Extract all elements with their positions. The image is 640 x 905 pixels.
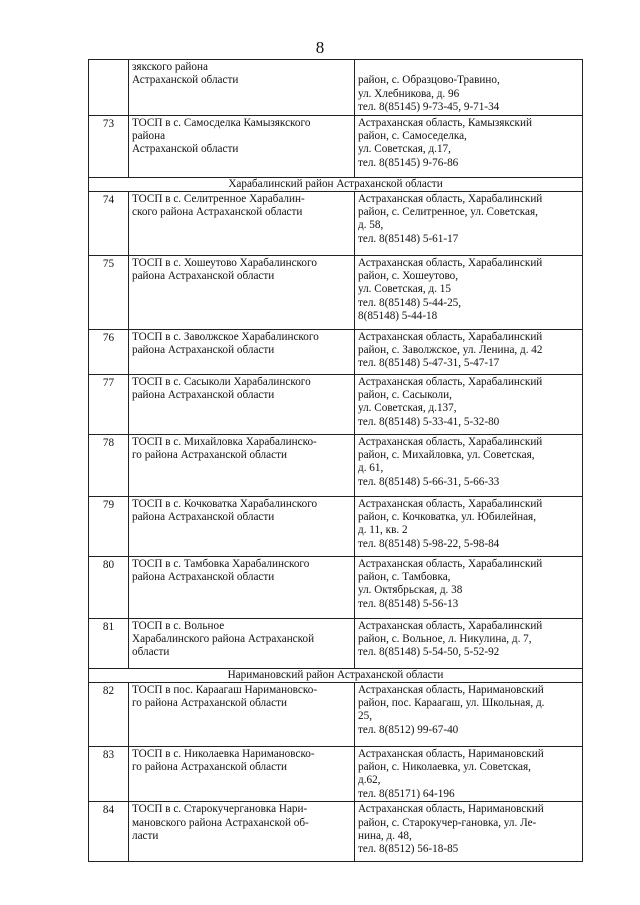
office-name: ТОСП в с. Кочковатка Харабалинского района Астраханской области [129,496,355,556]
office-address: Астраханская область, Харабалинский район, с. Селитренное, ул. Советская, д. 58, тел. 8(85148) 5-61-17 [355,191,583,255]
office-address: Астраханская область, Харабалинский район, с. Михайловка, ул. Советская, д. 61, тел. 8(85148) 5-66-31, 5-66-33 [355,434,583,496]
section-heading-kharabali: Харабалинский район Астраханской области [89,177,583,191]
tosp-table [88,59,582,862]
row-number: 83 [89,746,129,802]
row-number [89,60,129,116]
section-row [89,668,583,682]
table-row [89,329,583,374]
table-row [89,255,583,329]
office-name: ТОСП в с. Тамбовка Харабалинского района Астраханской области [129,556,355,618]
table-row [89,191,583,255]
table-row [89,746,583,802]
table-row [89,434,583,496]
office-name: ТОСП в с. Старокучергановка Нари- мановского района Астраханской об- ласти [129,802,355,862]
row-number: 84 [89,802,129,862]
table-row [89,60,583,116]
row-number: 81 [89,618,129,668]
office-name: ТОСП в с. Сасыколи Харабалинского района Астраханской области [129,374,355,434]
office-address: Астраханская область, Харабалинский район, с. Вольное, л. Никулина, д. 7, тел. 8(85148) 5-54-50, 5-52-92 [355,618,583,668]
office-name: ТОСП в с. Самосделка Камызякского района Астраханской области [129,115,355,177]
row-number: 82 [89,682,129,746]
office-address: Астраханская область, Харабалинский район, с. Кочковатка, ул. Юбилейная, д. 11, кв. 2 тел. 8(85148) 5-98-22, 5-98-84 [355,496,583,556]
row-number: 80 [89,556,129,618]
row-number: 79 [89,496,129,556]
page-number: 8 [315,38,325,57]
table-row [89,374,583,434]
table-row [89,496,583,556]
office-address: Астраханская область, Харабалинский район, с. Хошеутово, ул. Советская, д. 15 тел. 8(85148) 5-44-25, 8(85148) 5-44-18 [355,255,583,329]
table-row [89,682,583,746]
office-name: ТОСП в с. Михайловка Харабалинско- го района Астраханской области [129,434,355,496]
row-number: 76 [89,329,129,374]
section-heading-narimanov: Наримановский район Астраханской области [89,668,583,682]
office-name: зякского района Астраханской области [129,60,355,116]
section-row [89,177,583,191]
office-address: Астраханская область, Наримановский район, с. Николаевка, ул. Советская, д.62, тел. 8(85171) 64-196 [355,746,583,802]
office-address: Астраханская область, Харабалинский район, с. Сасыколи, ул. Советская, д.137, тел. 8(85148) 5-33-41, 5-32-80 [355,374,583,434]
office-name: ТОСП в с. Вольное Харабалинского района Астраханской области [129,618,355,668]
row-number: 78 [89,434,129,496]
table-row [89,115,583,177]
office-name: ТОСП в с. Николаевка Наримановско- го района Астраханской области [129,746,355,802]
office-address: Астраханская область, Наримановский район, пос. Караагаш, ул. Школьная, д. 25, тел. 8(8512) 99-67-40 [355,682,583,746]
office-address: Астраханская область, Харабалинский район, с. Заволжское, ул. Ленина, д. 42 тел. 8(85148) 5-47-31, 5-47-17 [355,329,583,374]
row-number: 74 [89,191,129,255]
row-number: 75 [89,255,129,329]
row-number: 77 [89,374,129,434]
table-row [89,802,583,862]
office-address: район, с. Образцово-Травино, ул. Хлебникова, д. 96 тел. 8(85145) 9-73-45, 9-71-34 [355,60,583,116]
office-name: ТОСП в пос. Караагаш Наримановско- го района Астраханской области [129,682,355,746]
table-row [89,556,583,618]
office-name: ТОСП в с. Хошеутово Харабалинского района Астраханской области [129,255,355,329]
office-address: Астраханская область, Харабалинский район, с. Тамбовка, ул. Октябрьская, д. 38 тел. 8(85148) 5-56-13 [355,556,583,618]
office-address: Астраханская область, Камызякский район, с. Самоседелка, ул. Советская, д.17, тел. 8(85145) 9-76-86 [355,115,583,177]
office-name: ТОСП в с. Заволжское Харабалинского района Астраханской области [129,329,355,374]
office-name: ТОСП в с. Селитренное Харабалин- ского района Астраханской области [129,191,355,255]
office-address: Астраханская область, Наримановский район, с. Старокучер-гановка, ул. Ле- нина, д. 48, тел. 8(8512) 56-18-85 [355,802,583,862]
row-number: 73 [89,115,129,177]
table-row [89,618,583,668]
